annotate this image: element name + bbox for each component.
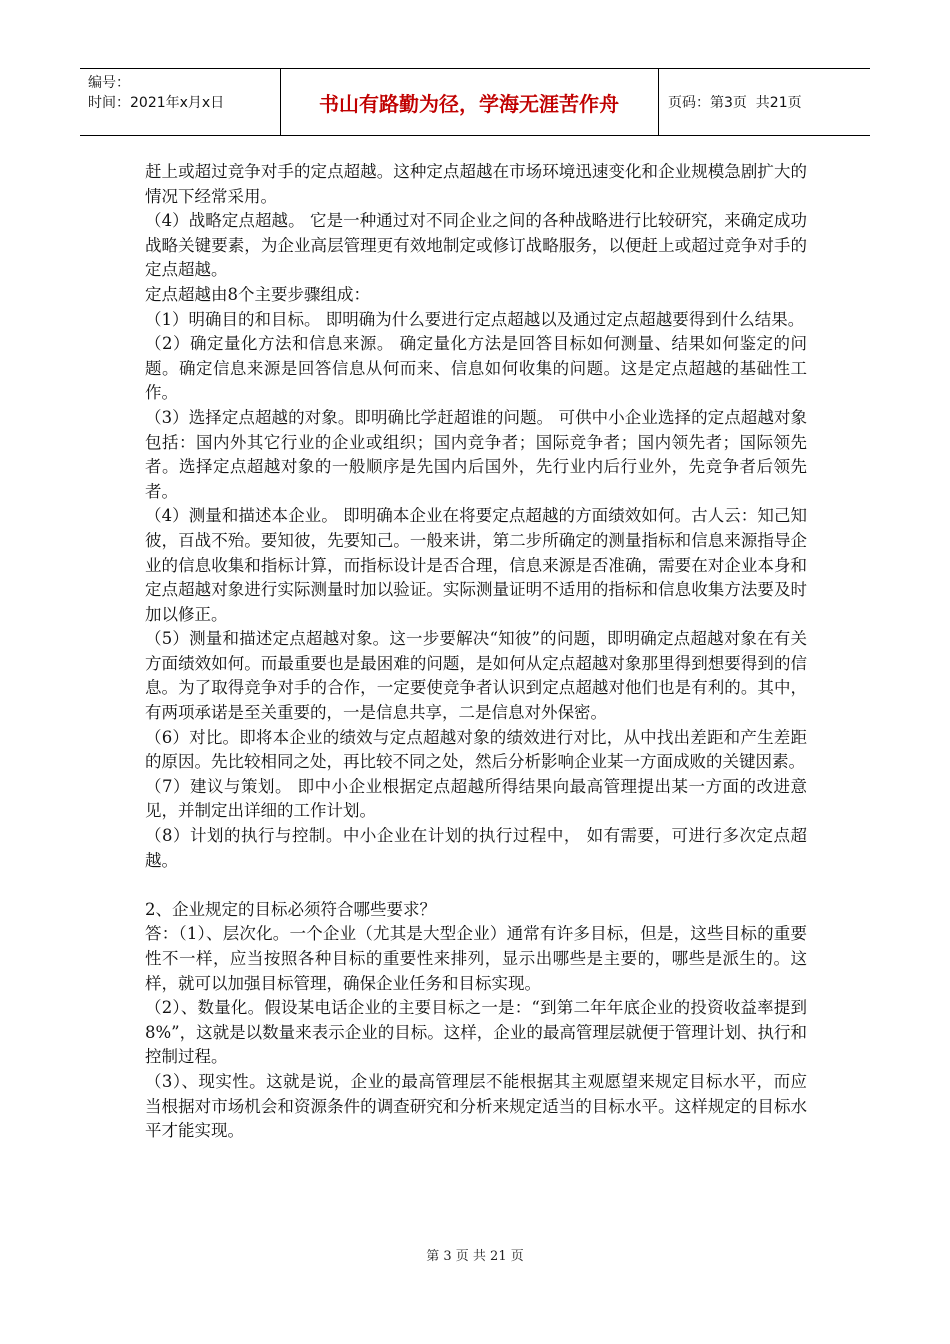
paragraph: （6）对比。即将本企业的绩效与定点超越对象的绩效进行对比，从中找出差距和产生差距的原因。先比较相同之处，再比较不同之处，然后分析影响企业某一方面成败的关键因素。 xyxy=(145,727,807,772)
document-body xyxy=(145,160,807,1144)
paragraph: （8）计划的执行与控制。中小企业在计划的执行过程中， 如有需要，可进行多次定点超越。 xyxy=(145,826,807,870)
paragraph: （3）、现实性。这就是说，企业的最高管理层不能根据其主观愿望来规定目标水平，而应当根据对市场机会和资源条件的调查研究和分析来规定适当的目标水平。这样规定的目标水平才能实现。 xyxy=(145,1071,807,1141)
paragraph: （2）、数量化。假设某电话企业的主要目标之一是：“到第二年年底企业的投资收益率提到8%”，这就是以数量来表示企业的目标。这样，企业的最高管理层就便于管理计划、执行和控制过程。 xyxy=(145,998,807,1067)
paragraph: （3）选择定点超越的对象。即明确比学赶超谁的问题。 可供中小企业选择的定点超越对象包括：国内外其它行业的企业或组织；国内竞争者；国际竞争者；国内领先者；国际领先者。选择定点超越对象的一般顺序是先国内后国外，先行业内后行业外，先竞争者后领先者。 xyxy=(145,407,807,501)
paragraph: （7）建议与策划。 即中小企业根据定点超越所得结果向最高管理提出某一方面的改进意见，并制定出详细的工作计划。 xyxy=(145,776,807,821)
date-label: 时间：2021年x月x日 xyxy=(88,95,225,111)
page-header xyxy=(80,68,870,136)
paragraph: 定点超越由8个主要步骤组成： xyxy=(145,284,370,304)
header-motto: 书山有路勤为径，学海无涯苦作舟 xyxy=(319,91,619,116)
paragraph: （2）确定量化方法和信息来源。 确定量化方法是回答目标如何测量、结果如何鉴定的问题。确定信息来源是回答信息从何而来、信息如何收集的问题。这是定点超越的基础性工作。 xyxy=(145,334,807,403)
serial-number-label: 编号： xyxy=(88,75,130,91)
paragraph: （4）战略定点超越。 它是一种通过对不同企业之间的各种战略进行比较研究，来确定成功战略关键要素，为企业高层管理更有效地制定或修订战略服务，以便赶上或超过竞争对手的定点超越。 xyxy=(145,211,807,280)
header-meta xyxy=(88,73,278,113)
paragraph: 赶上或超过竞争对手的定点超越。这种定点超越在市场环境迅速变化和企业规模急剧扩大的情况下经常采用。 xyxy=(145,162,807,206)
paragraph: （4）测量和描述本企业。 即明确本企业在将要定点超越的方面绩效如何。古人云：知己知彼，百战不殆。要知彼，先要知己。一般来讲，第二步所确定的测量指标和信息来源指导企业的信息收集和指标计算，而指标设计是否合理，信息来源是否准确，需要在对企业本身和定点超越对象进行实际测量时加以验证。实际测量证明不适用的指标和信息收集方法要及时加以修正。 xyxy=(145,506,807,624)
paragraph: （1）明确目的和目标。 即明确为什么要进行定点超越以及通过定点超越要得到什么结果。 xyxy=(145,309,805,329)
blank-line xyxy=(145,873,807,898)
question-heading: 2、企业规定的目标必须符合哪些要求？ xyxy=(145,899,436,919)
paragraph: （5）测量和描述定点超越对象。这一步要解决“知彼”的问题，即明确定点超越对象在有关方面绩效如何。而最重要也是最困难的问题，是如何从定点超越对象那里得到想要得到的信息。为了取得竞争对手的合作，一定要使竞争者认识到定点超越对他们也是有利的。其中，有两项承诺是至关重要的，一是信息共享，二是信息对外保密。 xyxy=(145,629,807,723)
header-page-info: 页码：第3页 共21页 xyxy=(668,95,802,111)
paragraph: 答：（1）、层次化。一个企业（尤其是大型企业）通常有许多目标，但是，这些目标的重要性不一样，应当按照各种目标的重要性来排列，显示出哪些是主要的，哪些是派生的。这样，就可以加强目标管理，确保企业任务和目标实现。 xyxy=(145,924,807,993)
header-divider xyxy=(658,69,659,135)
page-footer: 第 3 页 共 21 页 xyxy=(426,1249,524,1264)
